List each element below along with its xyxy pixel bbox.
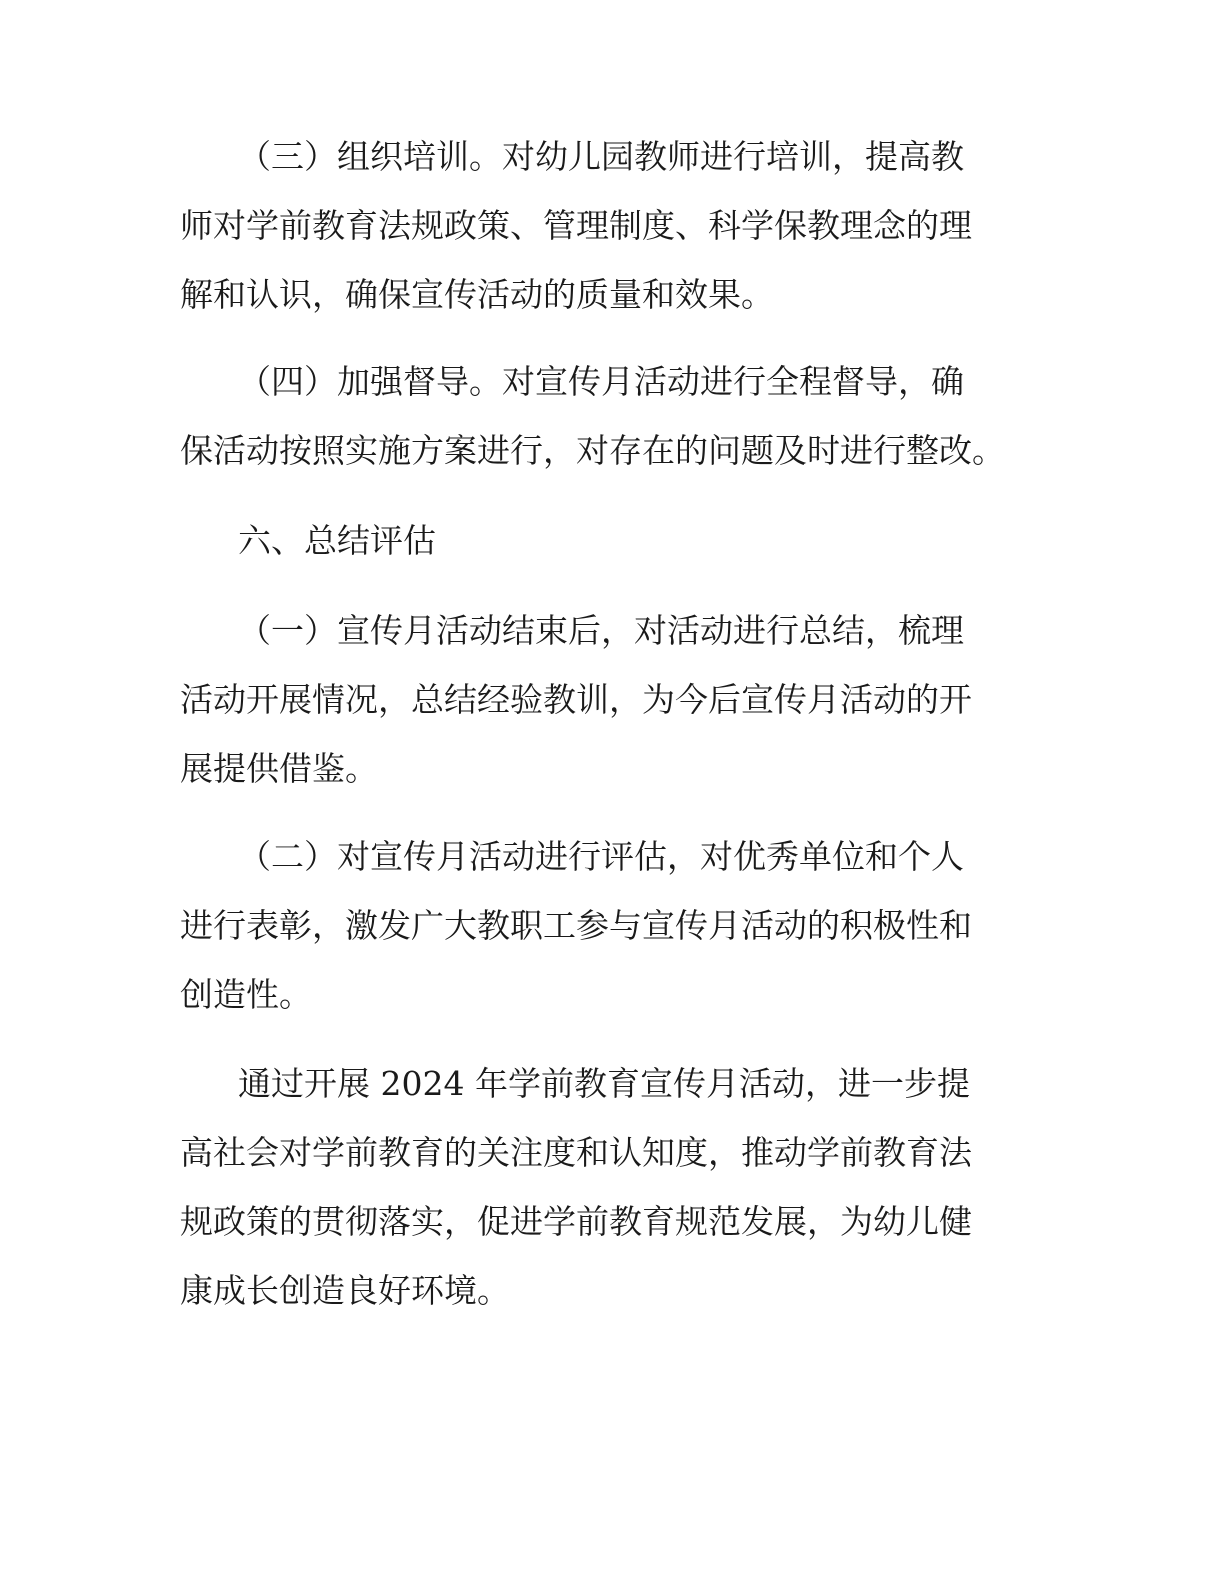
paragraph-conclusion: [180, 1049, 1060, 1325]
text-line: 通过开展 2024 年学前教育宣传月活动，进一步提: [238, 1064, 970, 1103]
text-line: 活动开展情况，总结经验教训，为今后宣传月活动的开: [180, 680, 972, 719]
text-line: 展提供借鉴。: [180, 749, 378, 788]
text-line: 康成长创造良好环境。: [180, 1271, 510, 1310]
heading-text: 六、总结评估: [238, 521, 436, 560]
text-line: 解和认识，确保宣传活动的质量和效果。: [180, 275, 774, 314]
text-line: （三）组织培训。对幼儿园教师进行培训，提高教: [238, 137, 964, 176]
text-line: 师对学前教育法规政策、管理制度、科学保教理念的理: [180, 206, 972, 245]
text-line: （二）对宣传月活动进行评估，对优秀单位和个人: [238, 837, 964, 876]
paragraph-summary: [180, 596, 1060, 803]
text-line: 进行表彰，激发广大教职工参与宣传月活动的积极性和: [180, 906, 972, 945]
paragraph-organize-training: [180, 122, 1060, 329]
text-line: （四）加强督导。对宣传月活动进行全程督导，确: [238, 362, 964, 401]
text-line: （一）宣传月活动结束后，对活动进行总结，梳理: [238, 611, 964, 650]
text-line: 规政策的贯彻落实，促进学前教育规范发展，为幼儿健: [180, 1202, 972, 1241]
text-line: 保活动按照实施方案进行，对存在的问题及时进行整改。: [180, 431, 1005, 470]
text-line: 高社会对学前教育的关注度和认知度，推动学前教育法: [180, 1133, 972, 1172]
paragraph-evaluation: [180, 822, 1060, 1029]
paragraph-supervision: [180, 347, 1060, 485]
text-line: 创造性。: [180, 975, 312, 1014]
section-heading: [180, 506, 1060, 575]
